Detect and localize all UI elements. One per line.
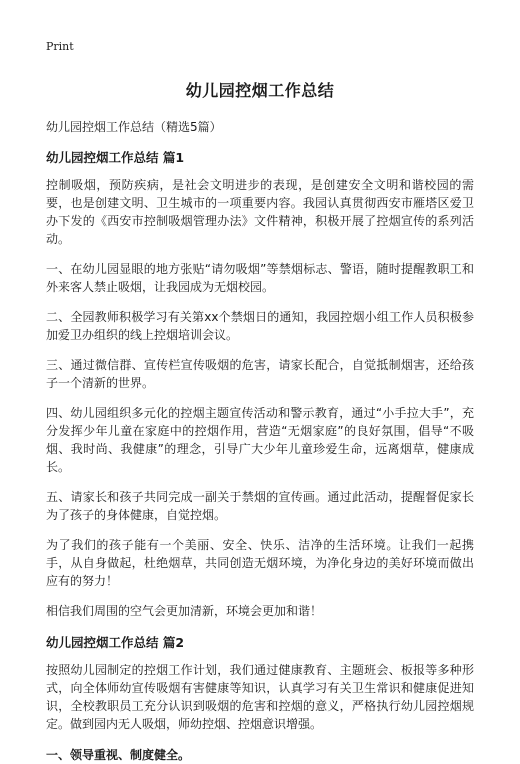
paragraph: 四、幼儿园组织多元化的控烟主题宣传活动和警示教育，通过“小手拉大手”，充分发挥少年儿童在家庭中的控烟作用，营造“无烟家庭”的良好氛围，倡导“不吸烟、我时尚、我健康”的理念，引导广大少年儿童珍爱生命，远离烟草，健康成长。 <box>46 406 474 474</box>
paragraph: 一、在幼儿园显眼的地方张贴“请勿吸烟”等禁烟标志、警语，随时提醒教职工和外来客人禁止吸烟，让我园成为无烟校园。 <box>46 262 474 294</box>
paragraph: 控制吸烟，预防疾病，是社会文明进步的表现，是创建安全文明和谐校园的需要，也是创建文明、卫生城市的一项重要内容。我园认真贯彻西安市雁塔区爱卫办下发的《西安市控制吸烟管理办法》文件精神，积极开展了控烟宣传的系列活动。 <box>46 178 474 246</box>
paragraph: 三、通过微信群、宣传栏宣传吸烟的危害，请家长配合，自觉抵制烟害，还给孩子一个清新的世界。 <box>46 358 474 390</box>
document-subtitle: 幼儿园控烟工作总结（精选5篇） <box>46 120 222 134</box>
section-2-subheading: 一、领导重视、制度健全。 <box>46 748 191 762</box>
paragraph: 五、请家长和孩子共同完成一副关于禁烟的宣传画。通过此活动，提醒督促家长为了孩子的身体健康，自觉控烟。 <box>46 490 474 522</box>
section-2-heading: 幼儿园控烟工作总结 篇2 <box>46 635 185 650</box>
print-link[interactable]: Print <box>46 40 74 53</box>
paragraph: 为了我们的孩子能有一个美丽、安全、快乐、洁净的生活环境。让我们一起携手，从自身做起，杜绝烟草，共同创造无烟环境，为净化身边的美好环境而做出应有的努力！ <box>46 538 474 588</box>
paragraph: 按照幼儿园制定的控烟工作计划，我们通过健康教育、主题班会、板报等多种形式，向全体师幼宣传吸烟有害健康等知识，认真学习有关卫生常识和健康促进知识，全校教职员工充分认识到吸烟的危害和控烟的意义，严格执行幼儿园控烟规定。做到园内无人吸烟，师幼控烟、控烟意识增强。 <box>46 663 474 731</box>
paragraph: 相信我们周围的空气会更加清新，环境会更加和谐！ <box>46 604 323 618</box>
page-title: 幼儿园控烟工作总结 <box>185 81 335 100</box>
section-1-heading: 幼儿园控烟工作总结 篇1 <box>46 150 185 165</box>
paragraph: 二、全园教师积极学习有关第xx个禁烟日的通知，我园控烟小组工作人员积极参加爱卫办组织的线上控烟培训会议。 <box>46 310 474 342</box>
